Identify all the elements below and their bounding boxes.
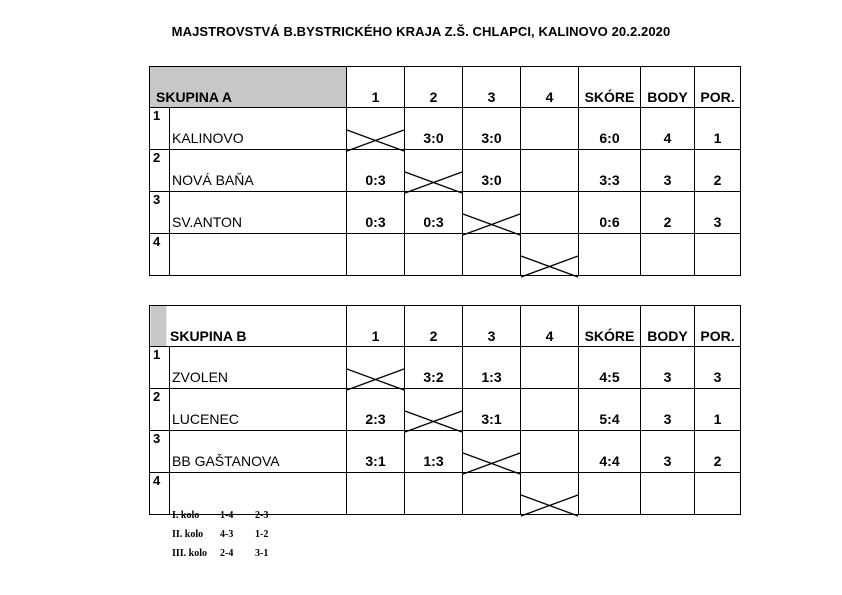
diagonal-cross-cell bbox=[405, 389, 463, 431]
result-cell bbox=[521, 192, 579, 234]
group-b-name-label: SKUPINA B bbox=[170, 328, 247, 344]
diagonal-cross-cell bbox=[463, 192, 521, 234]
col-header-1: 1 bbox=[347, 67, 405, 108]
row-number: 4 bbox=[150, 234, 170, 276]
result-cell: 3:1 bbox=[347, 431, 405, 473]
result-cell bbox=[521, 108, 579, 150]
points-cell: 2 bbox=[641, 192, 695, 234]
schedule-line bbox=[172, 548, 268, 567]
result-cell: 0:3 bbox=[347, 150, 405, 192]
team-name: LUCENEC bbox=[170, 389, 347, 431]
row-number: 2 bbox=[150, 150, 170, 192]
diagonal-cross-cell bbox=[347, 108, 405, 150]
points-cell: 3 bbox=[641, 389, 695, 431]
result-cell: 0:3 bbox=[347, 192, 405, 234]
col-header-2: 2 bbox=[405, 306, 463, 347]
points-cell bbox=[641, 473, 695, 515]
table-row bbox=[150, 108, 741, 150]
score-cell bbox=[579, 473, 641, 515]
result-cell: 3:2 bbox=[405, 347, 463, 389]
result-cell bbox=[521, 431, 579, 473]
round-label: I. kolo bbox=[172, 510, 200, 521]
points-cell bbox=[641, 234, 695, 276]
col-header-rank: POR. bbox=[695, 67, 741, 108]
points-cell: 3 bbox=[641, 150, 695, 192]
round-schedule bbox=[172, 510, 268, 567]
result-cell bbox=[463, 234, 521, 276]
diagonal-cross-cell bbox=[347, 347, 405, 389]
result-cell bbox=[521, 347, 579, 389]
result-cell: 3:0 bbox=[405, 108, 463, 150]
result-cell bbox=[347, 234, 405, 276]
rank-cell: 3 bbox=[695, 347, 741, 389]
col-header-3: 3 bbox=[463, 67, 521, 108]
diagonal-cross-cell bbox=[521, 473, 579, 515]
team-name bbox=[170, 234, 347, 276]
col-header-1: 1 bbox=[347, 306, 405, 347]
result-cell bbox=[463, 473, 521, 515]
cross-mark-icon bbox=[521, 256, 578, 277]
round-label: III. kolo bbox=[172, 548, 208, 559]
score-cell: 4:4 bbox=[579, 431, 641, 473]
group-b-header-row bbox=[150, 306, 741, 347]
row-number: 1 bbox=[150, 347, 170, 389]
cross-mark-icon bbox=[405, 411, 462, 432]
result-cell bbox=[521, 389, 579, 431]
cross-mark-icon bbox=[347, 130, 404, 151]
score-cell: 3:3 bbox=[579, 150, 641, 192]
result-cell bbox=[521, 150, 579, 192]
col-header-2: 2 bbox=[405, 67, 463, 108]
col-header-3: 3 bbox=[463, 306, 521, 347]
team-name: SV.ANTON bbox=[170, 192, 347, 234]
result-cell: 0:3 bbox=[405, 192, 463, 234]
result-cell: 3:0 bbox=[463, 108, 521, 150]
table-row bbox=[150, 473, 741, 515]
result-cell bbox=[347, 473, 405, 515]
rank-cell: 3 bbox=[695, 192, 741, 234]
rank-cell bbox=[695, 234, 741, 276]
group-a-table bbox=[149, 66, 741, 276]
table-row bbox=[150, 389, 741, 431]
score-cell: 0:6 bbox=[579, 192, 641, 234]
points-cell: 4 bbox=[641, 108, 695, 150]
col-header-4: 4 bbox=[521, 306, 579, 347]
rank-cell: 2 bbox=[695, 150, 741, 192]
team-name bbox=[170, 473, 347, 515]
cross-mark-icon bbox=[463, 453, 520, 474]
team-name: KALINOVO bbox=[170, 108, 347, 150]
row-number: 4 bbox=[150, 473, 170, 515]
match-pair: 2-3 bbox=[255, 510, 269, 521]
row-number: 2 bbox=[150, 389, 170, 431]
group-a-name: SKUPINA A bbox=[150, 67, 347, 108]
col-header-points: BODY bbox=[641, 67, 695, 108]
schedule-line bbox=[172, 529, 268, 548]
row-number: 3 bbox=[150, 192, 170, 234]
points-cell: 3 bbox=[641, 347, 695, 389]
match-pair: 2-4 bbox=[220, 548, 234, 559]
schedule-line bbox=[172, 510, 268, 529]
rank-cell bbox=[695, 473, 741, 515]
score-cell: 5:4 bbox=[579, 389, 641, 431]
row-number: 1 bbox=[150, 108, 170, 150]
result-cell: 1:3 bbox=[463, 347, 521, 389]
match-pair: 3-1 bbox=[255, 548, 269, 559]
rank-cell: 2 bbox=[695, 431, 741, 473]
match-pair: 1-2 bbox=[255, 529, 269, 540]
table-row bbox=[150, 234, 741, 276]
score-cell: 4:5 bbox=[579, 347, 641, 389]
table-row bbox=[150, 192, 741, 234]
score-cell bbox=[579, 234, 641, 276]
table-row bbox=[150, 150, 741, 192]
table-row bbox=[150, 347, 741, 389]
diagonal-cross-cell bbox=[463, 431, 521, 473]
col-header-points: BODY bbox=[641, 306, 695, 347]
col-header-4: 4 bbox=[521, 67, 579, 108]
col-header-score: SKÓRE bbox=[579, 67, 641, 108]
table-row bbox=[150, 431, 741, 473]
col-header-score: SKÓRE bbox=[579, 306, 641, 347]
team-name: ZVOLEN bbox=[170, 347, 347, 389]
team-name: NOVÁ BAŇA bbox=[170, 150, 347, 192]
team-name: BB GAŠTANOVA bbox=[170, 431, 347, 473]
cross-mark-icon bbox=[405, 172, 462, 193]
group-a-header-row bbox=[150, 67, 741, 108]
diagonal-cross-cell bbox=[521, 234, 579, 276]
result-cell: 1:3 bbox=[405, 431, 463, 473]
result-cell bbox=[405, 234, 463, 276]
points-cell: 3 bbox=[641, 431, 695, 473]
match-pair: 1-4 bbox=[220, 510, 234, 521]
result-cell: 2:3 bbox=[347, 389, 405, 431]
rank-cell: 1 bbox=[695, 389, 741, 431]
result-cell bbox=[405, 473, 463, 515]
group-b-table bbox=[149, 305, 741, 515]
row-number: 3 bbox=[150, 431, 170, 473]
score-cell: 6:0 bbox=[579, 108, 641, 150]
result-cell: 3:0 bbox=[463, 150, 521, 192]
group-b-name bbox=[150, 306, 347, 347]
cross-mark-icon bbox=[463, 214, 520, 235]
col-header-rank: POR. bbox=[695, 306, 741, 347]
match-pair: 4-3 bbox=[220, 529, 234, 540]
round-label: II. kolo bbox=[172, 529, 204, 540]
cross-mark-icon bbox=[347, 369, 404, 390]
rank-cell: 1 bbox=[695, 108, 741, 150]
result-cell: 3:1 bbox=[463, 389, 521, 431]
page-title: MAJSTROVSTVÁ B.BYSTRICKÉHO KRAJA Z.Š. CHLAPCI, KALINOVO 20.2.2020 bbox=[171, 24, 671, 39]
diagonal-cross-cell bbox=[405, 150, 463, 192]
cross-mark-icon bbox=[521, 495, 578, 516]
